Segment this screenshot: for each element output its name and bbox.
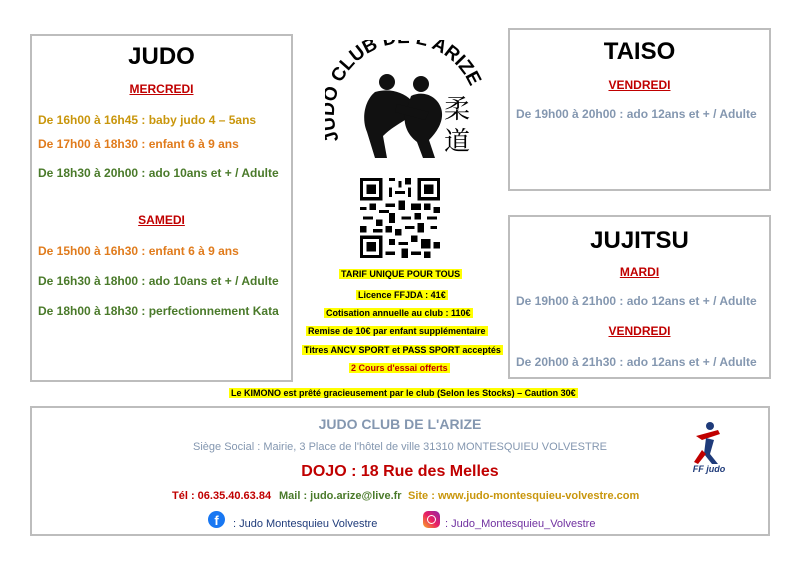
footer-mail[interactable]: Mail : judo.arize@live.fr bbox=[279, 490, 402, 502]
ff-judo-figure bbox=[688, 420, 730, 466]
footer-address: Siège Social : Mairie, 3 Place de l'hôtel de ville 31310 MONTESQUIEU VOLVESTRE bbox=[193, 441, 607, 453]
taiso-title: TAISO bbox=[603, 38, 676, 65]
pricing-line-2: Licence FFJDA : 41€ bbox=[358, 290, 446, 300]
ff-judo-text: FF judo bbox=[692, 464, 726, 474]
judo-wednesday-label: MERCREDI bbox=[129, 82, 194, 96]
instagram-icon[interactable] bbox=[423, 511, 440, 528]
footer-instagram[interactable]: : Judo_Montesquieu_Volvestre bbox=[445, 518, 596, 530]
club-logo-graphic bbox=[325, 40, 485, 170]
footer-panel bbox=[30, 406, 770, 536]
footer-facebook[interactable]: : Judo Montesquieu Volvestre bbox=[233, 518, 378, 530]
jujitsu-fri-session: De 20h00 à 21h30 : ado 12ans et + / Adulte bbox=[516, 355, 757, 369]
footer-site[interactable]: Site : www.judo-montesquieu-volvestre.com bbox=[408, 490, 640, 502]
judo-wed-session-1: De 16h00 à 16h45 : baby judo 4 – 5ans bbox=[38, 113, 257, 127]
jujitsu-title: JUJITSU bbox=[590, 227, 689, 254]
footer-club-name: JUDO CLUB DE L'ARIZE bbox=[318, 416, 482, 432]
footer-dojo: DOJO : 18 Rue des Melles bbox=[301, 463, 499, 480]
judo-sat-session-2: De 16h30 à 18h00 : ado 10ans et + / Adulte bbox=[38, 274, 279, 288]
taiso-panel bbox=[508, 28, 771, 191]
jujitsu-tuesday-label: MARDI bbox=[619, 265, 660, 279]
judo-saturday-label: SAMEDI bbox=[138, 213, 185, 227]
judo-wed-session-2: De 17h00 à 18h30 : enfant 6 à 9 ans bbox=[38, 137, 239, 151]
club-logo-text: CLUB 'ARIZE bbox=[326, 40, 485, 89]
footer-tel[interactable]: Tél : 06.35.40.63.84 bbox=[172, 490, 272, 502]
pricing-line-5: Titres ANCV SPORT et PASS SPORT acceptés bbox=[304, 345, 501, 355]
pricing-line-3: Cotisation annuelle au club : 110€ bbox=[326, 308, 471, 318]
judo-wed-session-3: De 18h30 à 20h00 : ado 10ans et + / Adulte bbox=[38, 166, 279, 180]
qr-code[interactable] bbox=[360, 178, 440, 258]
jujitsu-panel bbox=[508, 215, 771, 379]
jujitsu-friday-label: VENDREDI bbox=[608, 324, 671, 338]
facebook-icon[interactable]: f bbox=[208, 511, 225, 528]
kanji-do: 道 bbox=[443, 127, 471, 157]
club-logo bbox=[325, 40, 485, 170]
taiso-session: De 19h00 à 20h00 : ado 12ans et + / Adulte bbox=[516, 107, 757, 121]
pricing-line-1: TARIF UNIQUE POUR TOUS bbox=[341, 269, 461, 279]
jujitsu-tue-session: De 19h00 à 21h00 : ado 12ans et + / Adulte bbox=[516, 294, 757, 308]
pricing-line-4: Remise de 10€ par enfant supplémentaire bbox=[308, 326, 486, 336]
kimono-note: Le KIMONO est prêté gracieusement par le club (Selon les Stocks) – Caution 30€ bbox=[231, 388, 576, 398]
kanji-ju: 柔 bbox=[443, 95, 471, 125]
ff-judo-logo bbox=[688, 420, 730, 480]
judo-sat-session-1: De 15h00 à 16h30 : enfant 6 à 9 ans bbox=[38, 244, 239, 258]
pricing-line-6: 2 Cours d'essai offerts bbox=[351, 363, 448, 373]
judo-sat-session-3: De 18h00 à 18h30 : perfectionnement Kata bbox=[38, 304, 279, 318]
judo-panel bbox=[30, 34, 293, 382]
qr-code-graphic bbox=[360, 178, 440, 258]
judo-title: JUDO bbox=[128, 43, 195, 70]
taiso-friday-label: VENDREDI bbox=[608, 78, 671, 92]
